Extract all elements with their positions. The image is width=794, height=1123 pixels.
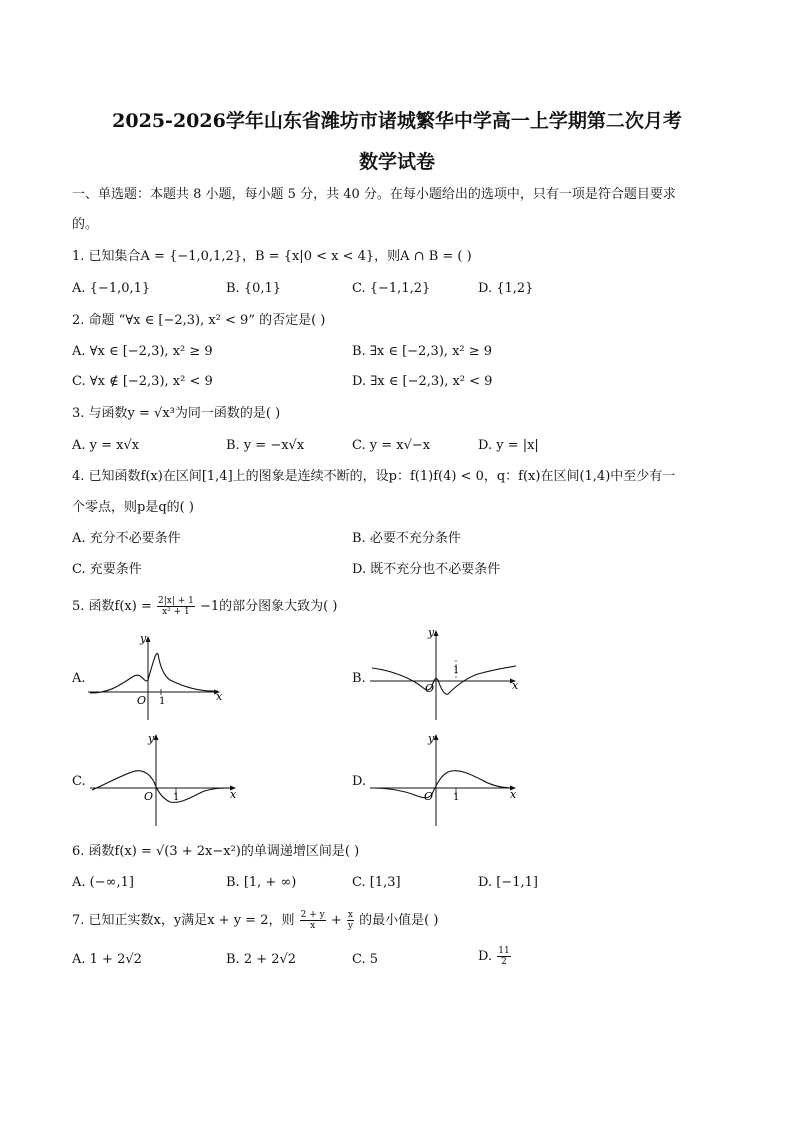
q2-option-b: B. ∃x ∈ [−2,3), x² ≥ 9: [352, 344, 493, 359]
q5-stem: [72, 596, 337, 617]
q7-fraction-2-numerator: x: [347, 910, 353, 920]
q5-graph-a: [86, 630, 226, 722]
q5-graph-b-tick: 1: [453, 665, 460, 676]
q7-stem-prefix: 7. 已知正实数x，y满足x + y = 2，则: [72, 913, 295, 928]
q4-stem-line1: 4. 已知函数f(x)在区间[1,4]上的图象是连续不断的，设p：f(1)f(4) < 0，q：f(x)在区间(1,4)中至少有一: [72, 469, 676, 484]
q5-graph-b-x-label: x: [512, 679, 519, 692]
q4-option-b: B. 必要不充分条件: [352, 531, 461, 546]
q7-fraction-1-denominator: x: [310, 921, 316, 931]
q7-fraction-2-denominator: y: [347, 921, 353, 931]
q4-stem-line2: 个零点，则p是q的( ): [72, 500, 194, 515]
q5-graph-c-x-label: x: [230, 788, 237, 801]
q5-graph-d-tick: 1: [453, 792, 460, 803]
q5-graph-c-y-label: y: [148, 732, 155, 745]
section-instruction-line2: 的。: [72, 217, 99, 232]
q5-fraction-numerator: 2|x| + 1: [158, 596, 194, 606]
q7-option-d: [478, 946, 512, 967]
q4-option-d: D. 既不充分也不必要条件: [352, 562, 501, 577]
q5-graph-b-origin: O: [425, 682, 435, 695]
q5-graph-d-label: D.: [352, 774, 367, 789]
q1-option-b: B. {0,1}: [226, 281, 282, 296]
q5-stem-prefix: 5. 函数f(x) =: [72, 599, 152, 614]
q5-graph-c-origin: O: [144, 790, 154, 803]
q3-stem: 3. 与函数y = √x³为同一函数的是( ): [72, 406, 281, 421]
q3-option-a: A. y = x√x: [72, 438, 140, 453]
page-title-line1: 2025-2026学年山东省潍坊市诸城繁华中学高一上学期第二次月考: [112, 110, 682, 132]
q5-graph-a-x-label: x: [216, 690, 223, 703]
q5-graph-c-tick: 1: [173, 792, 180, 803]
q5-fraction: [157, 596, 195, 617]
q7-option-d-fraction: [497, 946, 510, 967]
q5-graph-b-label: B.: [352, 671, 366, 686]
q5-graph-d-origin: O: [424, 790, 434, 803]
q7-fraction-1: [300, 910, 326, 931]
q7-option-b: B. 2 + 2√2: [226, 952, 297, 967]
q5-graph-a-tick: 1: [159, 696, 166, 707]
q7-option-c: C. 5: [352, 952, 379, 967]
q5-graph-b-y-label: y: [428, 626, 435, 639]
q5-graph-d-y-label: y: [428, 732, 435, 745]
q5-graph-d: [366, 730, 526, 830]
page-title-line2: 数学试卷: [358, 151, 435, 173]
q5-stem-suffix: −1的部分图象大致为( ): [200, 599, 338, 614]
q7-stem: [72, 910, 438, 931]
q6-option-d: D. [−1,1]: [478, 875, 538, 890]
q5-graph-d-x-label: x: [510, 788, 517, 801]
q6-option-b: B. [1, + ∞): [226, 875, 297, 890]
q2-option-d: D. ∃x ∈ [−2,3), x² < 9: [352, 374, 493, 389]
q2-stem: 2. 命题 “∀x ∈ [−2,3), x² < 9” 的否定是( ): [72, 313, 326, 328]
q3-option-b: B. y = −x√x: [226, 438, 305, 453]
q7-plus: +: [330, 913, 342, 928]
q5-graph-c-label: C.: [72, 774, 86, 789]
q6-option-a: A. (−∞,1]: [72, 875, 134, 890]
section-instruction-line1: 一、单选题：本题共 8 小题，每小题 5 分，共 40 分。在每小题给出的选项中，只有一项是符合题目要求: [72, 187, 676, 202]
q5-graph-c: [86, 730, 246, 830]
q2-option-a: A. ∀x ∈ [−2,3), x² ≥ 9: [72, 344, 213, 359]
q4-option-c: C. 充要条件: [72, 562, 142, 577]
q1-option-a: A. {−1,0,1}: [72, 281, 151, 296]
q7-fraction-2: [347, 910, 354, 931]
q2-option-c: C. ∀x ∉ [−2,3), x² < 9: [72, 374, 213, 389]
q6-stem: 6. 函数f(x) = √(3 + 2x−x²)的单调递增区间是( ): [72, 844, 360, 859]
q1-stem: 1. 已知集合A = {−1,0,1,2}，B = {x|0 < x < 4}，则A ∩ B = ( ): [72, 249, 472, 264]
q5-graph-a-origin: O: [137, 694, 147, 707]
q5-graph-a-label: A.: [72, 671, 86, 686]
q7-fraction-1-numerator: 2 + y: [300, 910, 325, 920]
q3-option-c: C. y = x√−x: [352, 438, 431, 453]
q7-option-d-denominator: 2: [501, 957, 507, 967]
q7-stem-suffix: 的最小值是( ): [359, 913, 439, 928]
q3-option-d: D. y = |x|: [478, 438, 539, 453]
q7-option-d-label: D.: [478, 949, 493, 964]
q7-option-d-numerator: 11: [498, 946, 510, 956]
q4-option-a: A. 充分不必要条件: [72, 531, 181, 546]
q5-fraction-denominator: x² + 1: [162, 607, 190, 617]
q1-option-d: D. {1,2}: [478, 281, 534, 296]
q6-option-c: C. [1,3]: [352, 875, 401, 890]
q1-option-c: C. {−1,1,2}: [352, 281, 431, 296]
q5-graph-b: [366, 624, 526, 722]
q7-option-a: A. 1 + 2√2: [72, 952, 142, 967]
q5-graph-a-y-label: y: [140, 632, 147, 645]
